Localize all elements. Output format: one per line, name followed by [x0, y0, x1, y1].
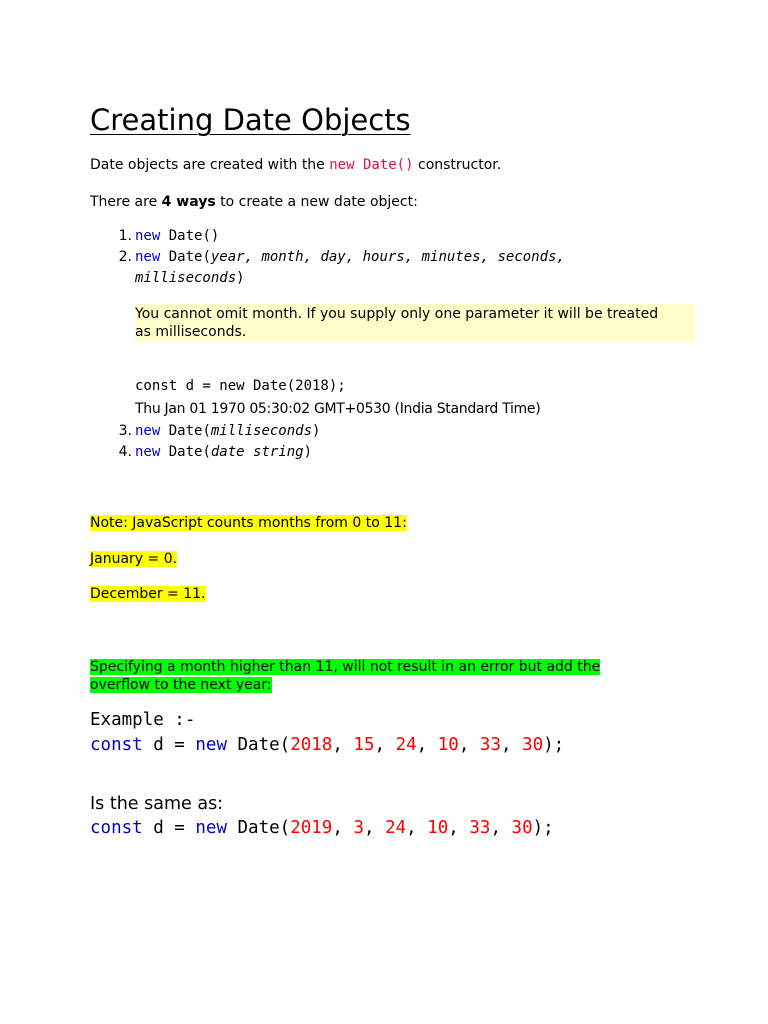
list-code: Date( [160, 423, 211, 439]
months-note [90, 514, 407, 532]
list-code: Date( [160, 444, 211, 460]
omit-month-note [135, 304, 695, 342]
list-item [118, 226, 695, 247]
december-note [90, 585, 206, 603]
list-close: ) [236, 270, 245, 286]
intro-code: new Date() [329, 157, 414, 173]
list-number: 1. [118, 228, 132, 244]
months-note-text: Note: JavaScript counts months from 0 to 11: [90, 515, 407, 531]
list-close: ) [303, 444, 313, 460]
code2-sep: , [448, 818, 470, 838]
list-code: Date() [160, 228, 220, 244]
example-label: Example :- [90, 710, 196, 730]
list-args: milliseconds [210, 423, 313, 439]
intro-text-after: constructor. [413, 157, 502, 173]
list-number: 4. [118, 444, 132, 460]
code1-assign: d = [142, 735, 196, 755]
code1-arg-hours: 10 [437, 735, 459, 755]
code2-close: ); [532, 818, 554, 838]
code2-sep: , [363, 818, 386, 838]
code2-arg-hours: 10 [427, 818, 449, 838]
omit-note-line2: as milliseconds. [135, 324, 247, 340]
code2-new: new [195, 818, 227, 838]
code1-new: new [195, 735, 227, 755]
code1-sep: , [374, 735, 396, 755]
list-code: Date( [160, 249, 211, 265]
list-args: year, month, day, hours, minutes, seconds, [210, 249, 565, 265]
keyword-new: new [135, 228, 161, 244]
code2-assign: d = [142, 818, 196, 838]
code2-arg-year: 2019 [290, 818, 333, 838]
list-item [118, 247, 695, 421]
code1-close: ); [543, 735, 565, 755]
january-text: January = 0. [90, 551, 178, 567]
list-args-continued: milliseconds [135, 270, 237, 286]
page-title: Creating Date Objects [90, 103, 411, 137]
code1-sep: , [500, 735, 523, 755]
list-item [118, 421, 695, 442]
same-as-label: Is the same as: [90, 794, 224, 814]
december-text: December = 11. [90, 586, 206, 602]
keyword-new: new [135, 444, 161, 460]
ways-text-after: to create a new date object: [215, 194, 418, 210]
ways-text-before: There are [90, 194, 162, 210]
code1-date: Date( [226, 735, 291, 755]
code2-const: const [90, 818, 143, 838]
code1-sep: , [458, 735, 480, 755]
example-output-line: Thu Jan 01 1970 05:30:02 GMT+0530 (India Standard Time) [135, 401, 541, 417]
code-example-2 [90, 816, 554, 841]
code1-sep: , [332, 735, 354, 755]
overflow-note [90, 658, 600, 694]
list-args: date string [210, 444, 304, 460]
code1-arg-year: 2018 [290, 735, 333, 755]
overflow-line1: Specifying a month higher than 11, will not result in an error but add the [90, 659, 601, 675]
code2-sep: , [332, 818, 354, 838]
code2-date: Date( [226, 818, 291, 838]
ways-paragraph [90, 193, 418, 211]
code1-sep: , [416, 735, 438, 755]
code1-arg-minutes: 33 [479, 735, 501, 755]
code2-arg-month: 3 [353, 818, 364, 838]
code2-arg-day: 24 [385, 818, 407, 838]
ways-list [90, 226, 695, 463]
ways-bold: 4 ways [161, 194, 216, 210]
list-number: 2. [118, 249, 132, 265]
omit-note-line1: You cannot omit month. If you supply only one parameter it will be treated [135, 306, 659, 322]
code2-arg-minutes: 33 [469, 818, 491, 838]
keyword-new: new [135, 423, 161, 439]
code1-arg-day: 24 [395, 735, 417, 755]
january-note [90, 550, 177, 568]
keyword-new: new [135, 249, 161, 265]
intro-text-before: Date objects are created with the [90, 157, 330, 173]
list-number: 3. [118, 423, 132, 439]
example-code-line: const d = new Date(2018); [135, 378, 346, 394]
document-page [90, 96, 690, 838]
list-close: ) [312, 423, 321, 439]
code2-sep: , [490, 818, 512, 838]
list-item [118, 442, 695, 463]
code1-arg-seconds: 30 [522, 735, 544, 755]
intro-paragraph [90, 156, 501, 174]
code1-const: const [90, 735, 143, 755]
code1-arg-month: 15 [353, 735, 375, 755]
code2-sep: , [406, 818, 428, 838]
overflow-line2: overflow to the next year: [90, 677, 272, 693]
code-example-1 [90, 733, 564, 758]
code2-arg-seconds: 30 [511, 818, 533, 838]
